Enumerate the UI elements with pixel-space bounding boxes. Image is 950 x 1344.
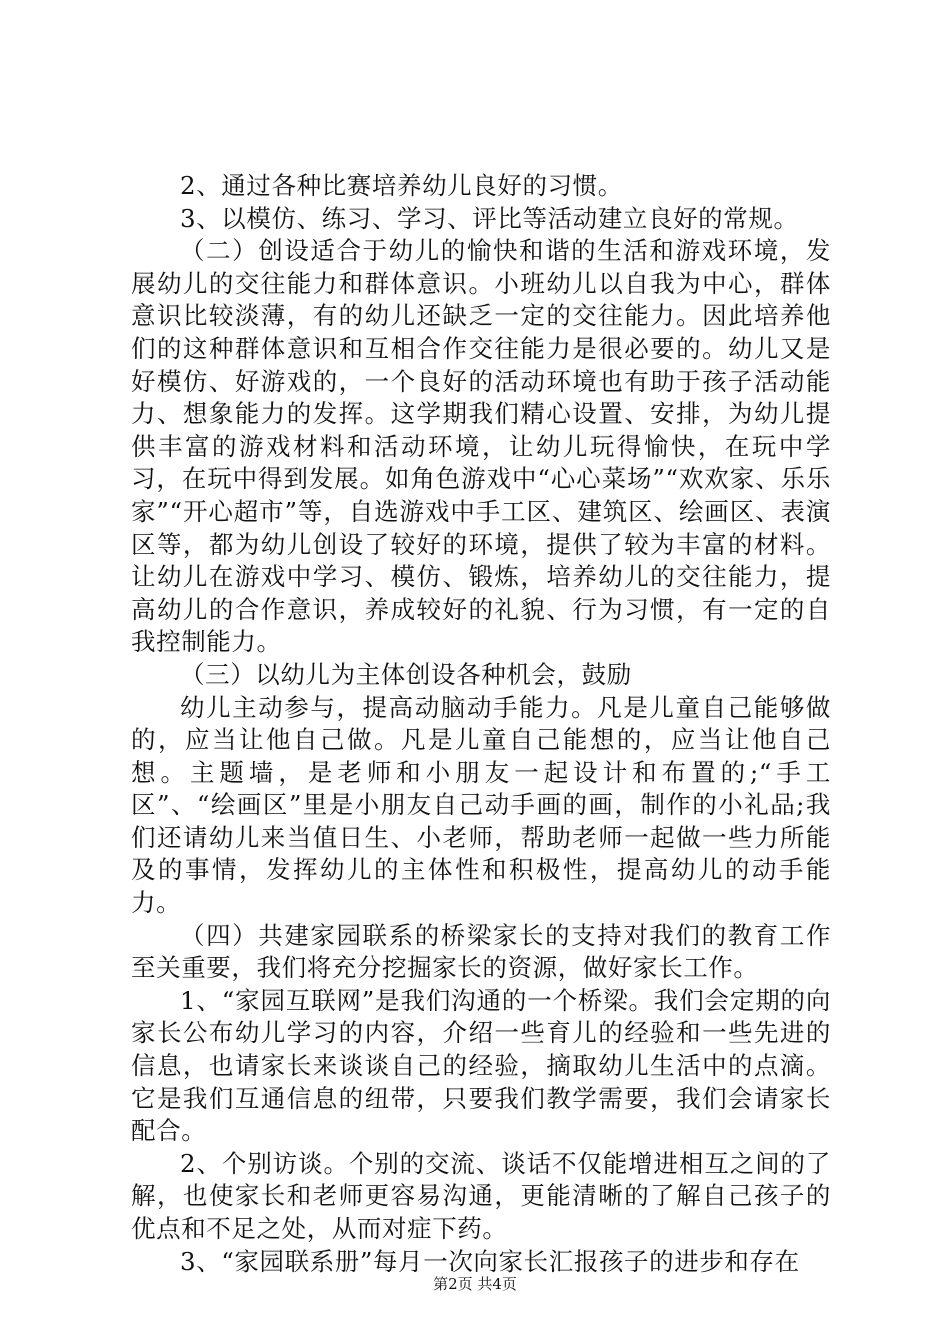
paragraph-item-2b: 2、个别访谈。个别的交流、谈话不仅能增进相互之间的了解，也使家长和老师更容易沟通，更能清晰的了解自己孩子的优点和不足之处，从而对症下药。: [131, 1148, 831, 1243]
document-body: [131, 170, 831, 1278]
paragraph-section-3-body: 幼儿主动参与，提高动脑动手能力。凡是儿童自己能够做的，应当让他自己做。凡是儿童自己能想的，应当让他自己想。主题墙，是老师和小朋友一起设计和布置的;“手工区”、“绘画区”里是小朋友自己动手画的画，制作的小礼品;我们还请幼儿来当值日生、小老师，帮助老师一起做一些力所能及的事情，发挥幼儿的主体性和积极性，提高幼儿的动手能力。: [131, 692, 831, 918]
paragraph-section-2: （二）创设适合于幼儿的愉快和谐的生活和游戏环境，发展幼儿的交往能力和群体意识。小班幼儿以自我为中心，群体意识比较淡薄，有的幼儿还缺乏一定的交往能力。因此培养他们的这种群体意识和互相合作交往能力是很必要的。幼儿又是好模仿、好游戏的，一个良好的活动环境也有助于孩子活动能力、想象能力的发挥。这学期我们精心设置、安排，为幼儿提供丰富的游戏材料和活动环境，让幼儿玩得愉快，在玩中学习，在玩中得到发展。如角色游戏中“心心菜场”“欢欢家、乐乐家”“开心超市”等，自选游戏中手工区、建筑区、绘画区、表演区等，都为幼儿创设了较好的环境，提供了较为丰富的材料。让幼儿在游戏中学习、模仿、锻炼，培养幼儿的交往能力，提高幼儿的合作意识，养成较好的礼貌、行为习惯，有一定的自我控制能力。: [131, 236, 831, 657]
paragraph-item-3: 3、以模仿、练习、学习、评比等活动建立良好的常规。: [180, 203, 799, 233]
page-number-label: 第2页 共4页: [433, 1275, 517, 1293]
page-footer: [0, 1273, 950, 1294]
paragraph-section-4: （四）共建家园联系的桥梁家长的支持对我们的教育工作至关重要，我们将充分挖掘家长的资源，做好家长工作。: [131, 920, 831, 983]
paragraph-item-1: 1、“家园互联网”是我们沟通的一个桥梁。我们会定期的向家长公布幼儿学习的内容，介绍一些育儿的经验和一些先进的信息，也请家长来谈谈自己的经验，摘取幼儿生活中的点滴。它是我们互通信息的纽带，只要我们教学需要，我们会请家长配合。: [131, 985, 831, 1146]
paragraph-item-2: 2、通过各种比赛培养幼儿良好的习惯。: [180, 171, 623, 200]
paragraph-item-3b: 3、“家园联系册”每月一次向家长汇报孩子的进步和存在: [180, 1246, 800, 1276]
paragraph-section-3-heading: （三）以幼儿为主体创设各种机会，鼓励: [180, 659, 632, 689]
